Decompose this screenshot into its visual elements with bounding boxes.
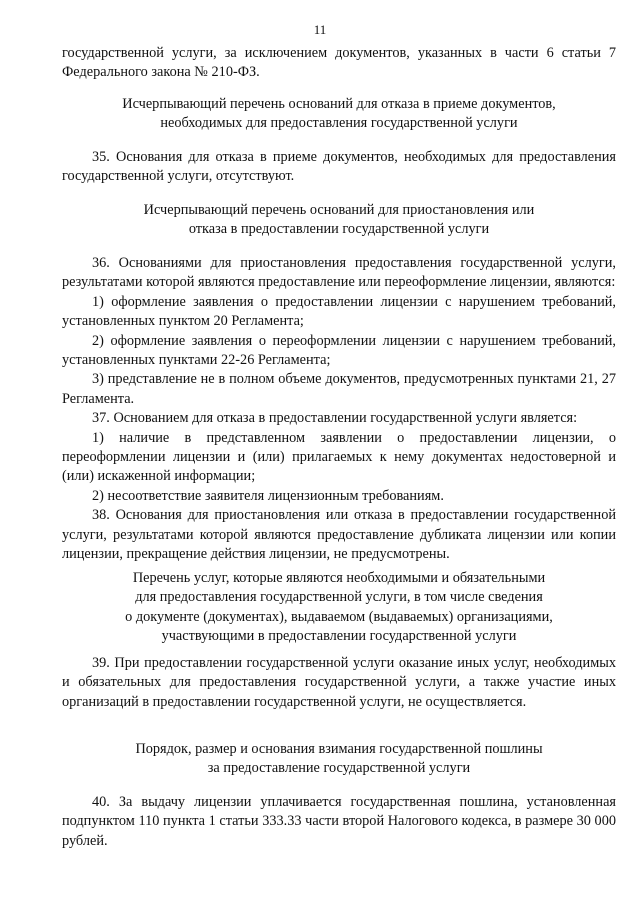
intro-paragraph [62, 44, 616, 83]
heading-line: о документе (документах), выдаваемом (выдаваемых) организациями, [125, 608, 553, 625]
paragraph-text: 40. За выдачу лицензии уплачивается государственная пошлина, установленная подпунктом 110 пункта 1 статьи 333.33 части второй Налогового кодекса, в размере 30 000 рублей. [62, 794, 616, 849]
paragraph-40 [62, 793, 616, 851]
heading-necessary-services [62, 569, 616, 647]
paragraph-37-item-1: 1) наличие в представленном заявлении о предоставлении лицензии, о переоформлении лицензии и (или) прилагаемых к нему документах недостоверной и (или) искаженной информации; [62, 429, 616, 485]
heading-line: необходимых для предоставления государственной услуги [160, 115, 518, 132]
paragraph-37-item-2: 2) несоответствие заявителя лицензионным требованиям. [92, 487, 444, 504]
paragraph-35 [62, 148, 616, 187]
heading-refusal-acceptance [62, 95, 616, 134]
section-36-38 [62, 254, 616, 565]
heading-line: Порядок, размер и основания взимания государственной пошлины [135, 741, 543, 757]
page-number: 11 [313, 22, 327, 37]
heading-suspension-refusal [62, 201, 616, 240]
heading-line: участвующими в предоставлении государственной услуги [161, 628, 517, 645]
paragraph-38: 38. Основания для приостановления или отказа в предоставлении государственной услуги, результатами которой являются предоставление дубликата лицензии или копии лицензии, прекращение действия лицензии, не предусмотрены. [62, 507, 616, 563]
paragraph-36: 36. Основаниями для приостановления предоставления государственной услуги, результатами которой являются предоставление или переоформление лицензии, являются: [62, 255, 616, 291]
heading-state-fee [62, 740, 616, 779]
intro-line-1: государственной услуги, за исключением документов, указанных в части 6 статьи 7 [62, 45, 616, 61]
heading-line: для предоставления государственной услуги, в том числе сведения [135, 589, 543, 606]
paragraph-text: 35. Основания для отказа в приеме документов, необходимых для предоставления государственной услуги, отсутствуют. [62, 149, 616, 185]
heading-line: за предоставление государственной услуги [207, 760, 471, 777]
heading-line: Перечень услуг, которые являются необходимыми и обязательными [132, 570, 546, 586]
heading-line: Исчерпывающий перечень оснований для приостановления или [143, 202, 535, 218]
paragraph-36-item-3: 3) представление не в полном объеме документов, предусмотренных пунктами 21, 27 Регламента. [62, 371, 616, 407]
intro-line-2: Федерального закона № 210-ФЗ. [62, 64, 260, 81]
paragraph-36-item-2: 2) оформление заявления о переоформлении лицензии с нарушением требований, установленных пунктами 22-26 Регламента; [62, 332, 616, 369]
heading-line: отказа в предоставлении государственной услуги [188, 221, 490, 238]
paragraph-text: 39. При предоставлении государственной услуги оказание иных услуг, необходимых и обязательных для предоставления государственной услуги, а также участие иных организаций в предоставлении государственной услуги, не осуществляется. [62, 655, 616, 710]
paragraph-37: 37. Основанием для отказа в предоставлении государственной услуги является: [92, 410, 578, 427]
paragraph-36-item-1: 1) оформление заявления о предоставлении лицензии с нарушением требований, установленных пунктом 20 Регламента; [62, 293, 616, 330]
paragraph-39 [62, 654, 616, 712]
heading-line: Исчерпывающий перечень оснований для отказа в приеме документов, [122, 96, 556, 112]
